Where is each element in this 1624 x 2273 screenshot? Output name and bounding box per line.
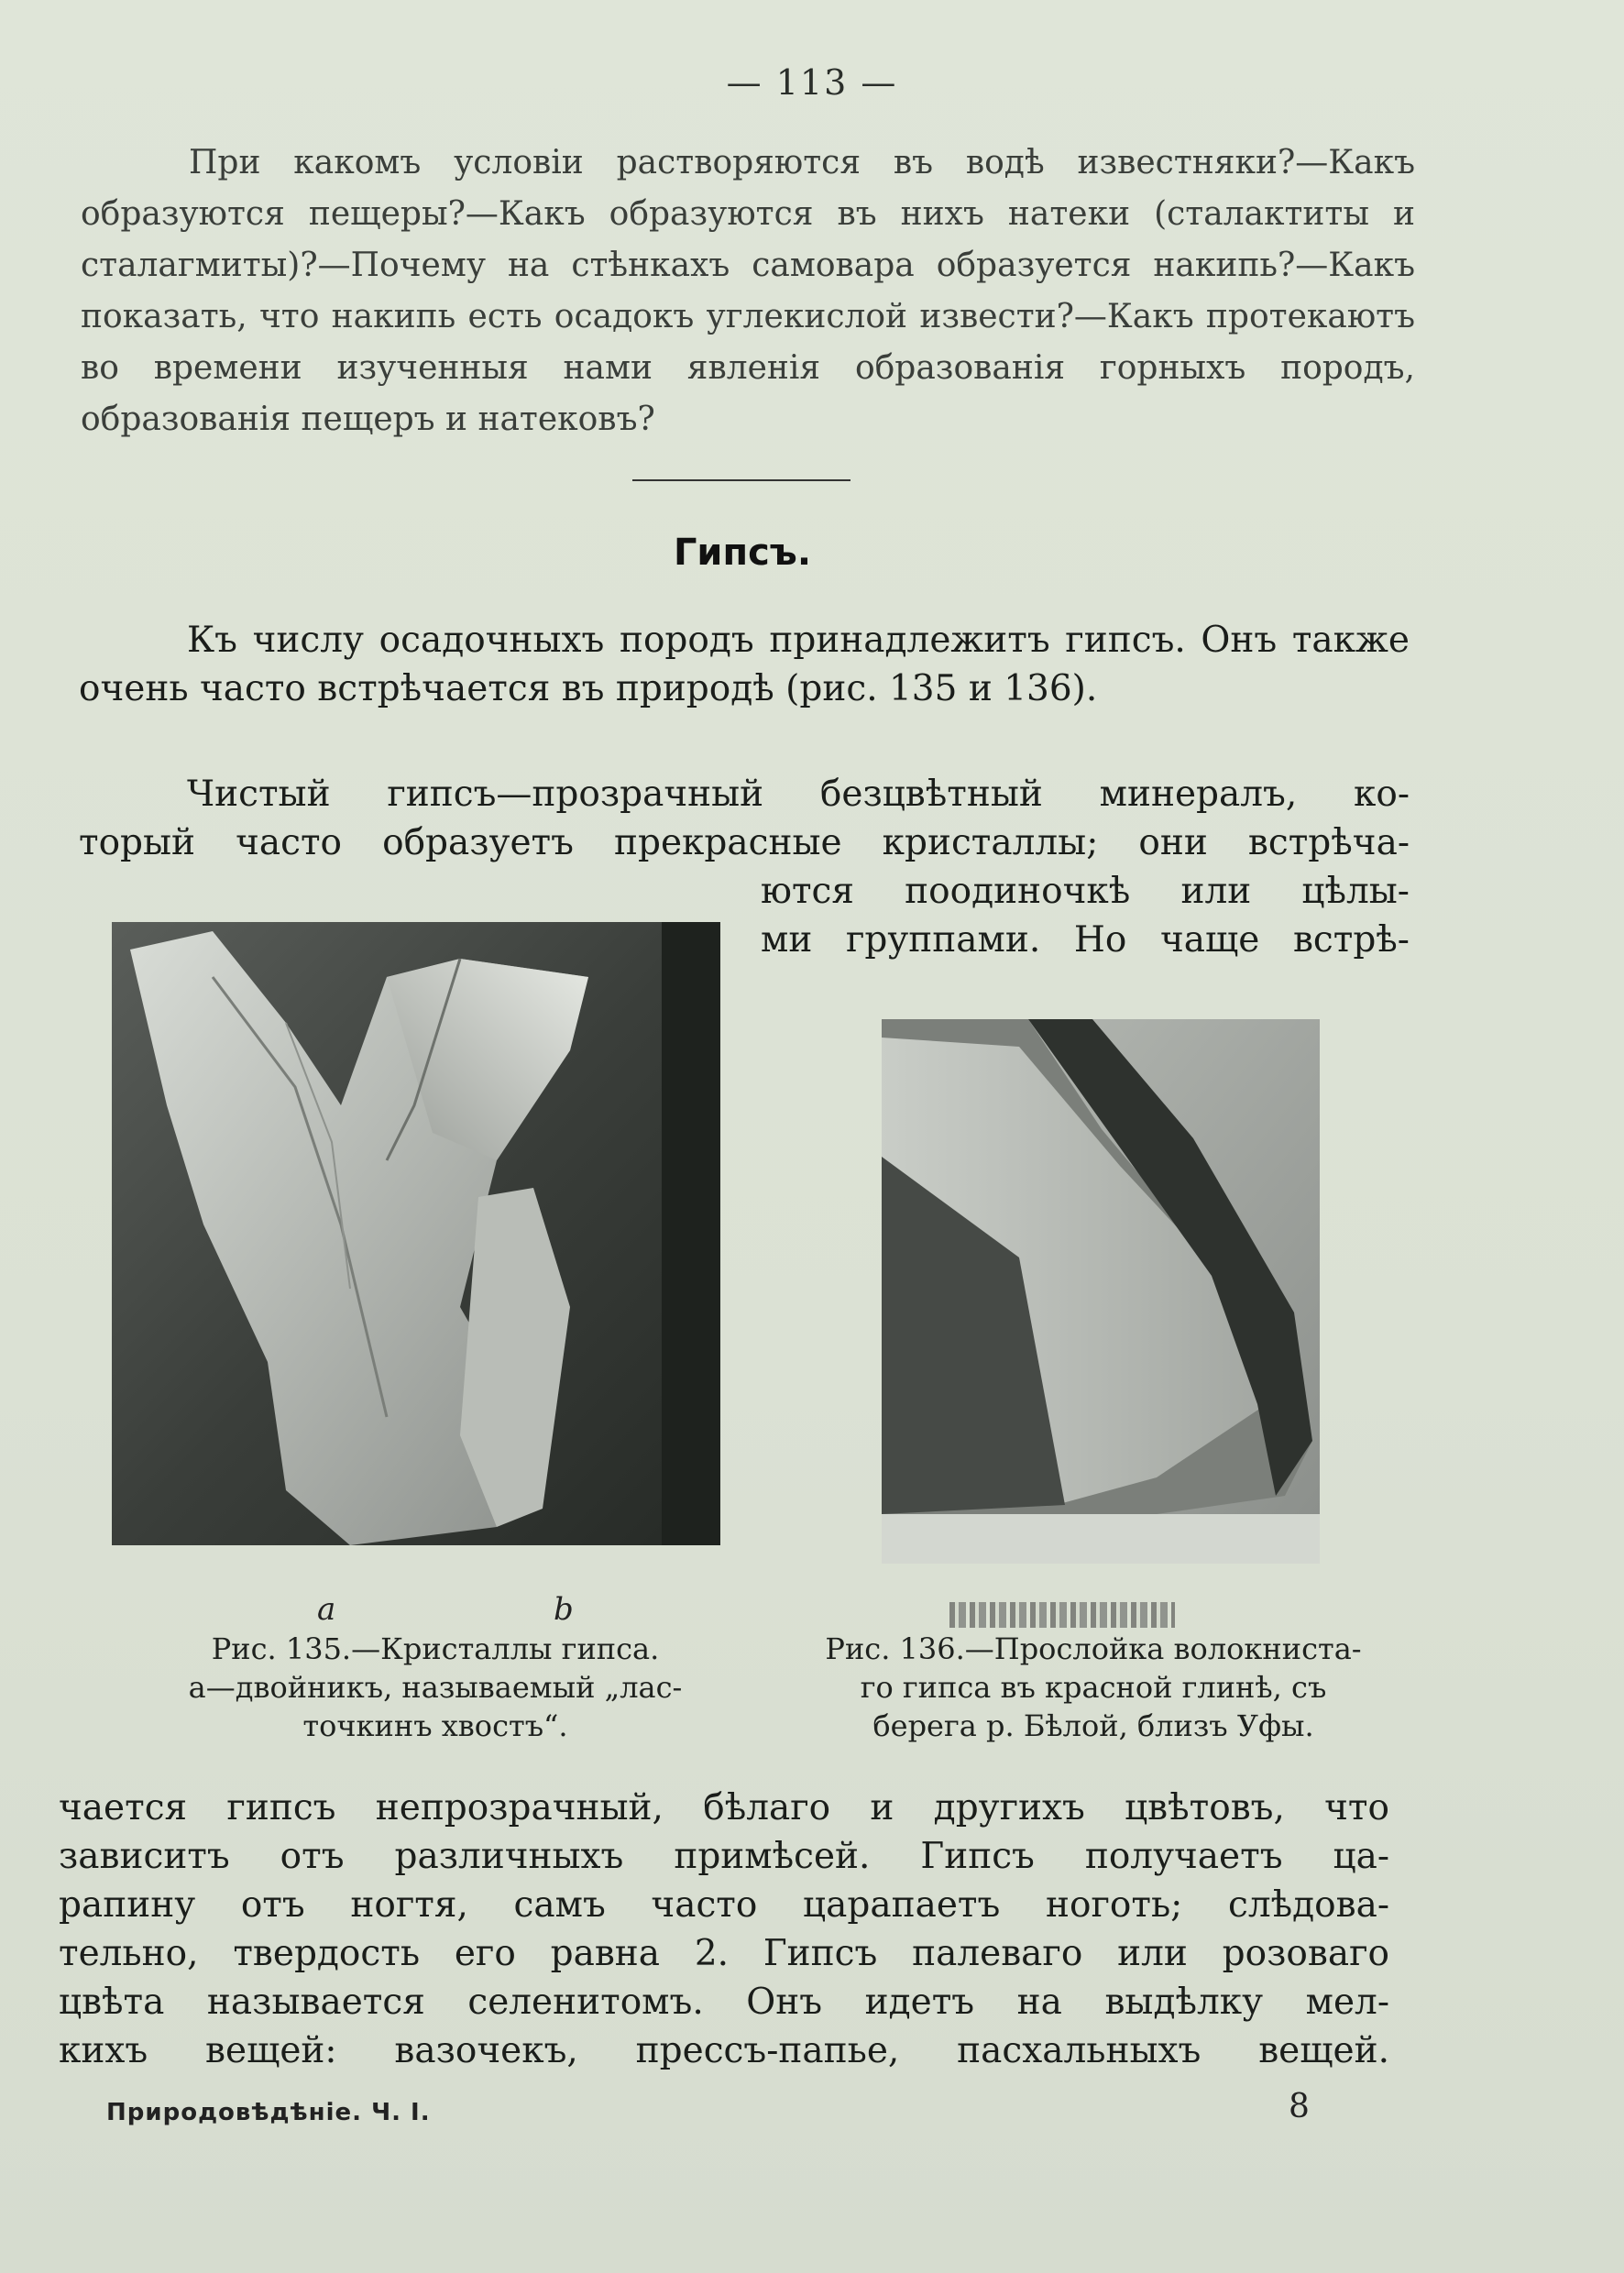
gypsum-crystal-photo bbox=[112, 922, 720, 1545]
footer-signature-mark: 8 bbox=[1289, 2088, 1310, 2125]
figure-135-gypsum-crystals bbox=[112, 922, 720, 1545]
text-line: торый часто образуетъ прекрасные кристаллы; они встрѣча- bbox=[79, 822, 1410, 863]
caption-line: точкинъ хвостъ“. bbox=[302, 1708, 568, 1743]
caption-line: Рис. 136.—Прослойка волокниста- bbox=[825, 1631, 1362, 1666]
review-questions: При какомъ условіи растворяются въ водѣ известняки?—Какъ образуются пещеры?—Какъ образуются въ нихъ натеки (сталактиты и сталагмиты)?—Почему на стѣнкахъ самовара образуется накипь?—Какъ показать, что накипь есть осадокъ углекислой извести?—Какъ протекаютъ во времени изученныя нами явленія образованія горныхъ породъ, образованія пещеръ и натековъ? bbox=[81, 144, 1415, 438]
section-divider bbox=[632, 479, 850, 481]
caption-line: Рис. 135.—Кристаллы гипса. bbox=[211, 1631, 660, 1666]
footer-book-title: Природовѣдѣніе. Ч. I. bbox=[106, 2099, 431, 2126]
text-line: цвѣта называется селенитомъ. Онъ идетъ на выдѣлку мел- bbox=[59, 1982, 1389, 2023]
text-line: чается гипсъ непрозрачный, бѣлаго и другихъ цвѣтовъ, что bbox=[59, 1787, 1389, 1828]
section-title: Гипсъ. bbox=[673, 532, 812, 574]
figure-136-fibrous-gypsum bbox=[882, 1019, 1320, 1564]
figure-135-label-a: a bbox=[317, 1591, 336, 1628]
text-line: ми группами. Но чаще встрѣ- bbox=[761, 919, 1410, 961]
text-line: ются поодиночкѣ или цѣлы- bbox=[761, 871, 1410, 912]
paragraph-pure-gypsum bbox=[79, 770, 1410, 867]
fibrous-gypsum-photo bbox=[882, 1019, 1320, 1564]
text-line: тельно, твердость его равна 2. Гипсъ палеваго или розоваго bbox=[59, 1933, 1389, 1974]
text-line: рапину отъ ногтя, самъ часто царапаетъ ноготь; слѣдова- bbox=[59, 1884, 1389, 1926]
figure-135-label-b: b bbox=[554, 1591, 574, 1628]
paragraph-pure-gypsum-continued bbox=[761, 867, 1410, 964]
figure-135-caption bbox=[137, 1630, 733, 1745]
figure-136-caption bbox=[779, 1630, 1408, 1745]
caption-line: а—двойникъ, называемый „лас- bbox=[188, 1670, 683, 1705]
paragraph-gypsum-intro: Къ числу осадочныхъ породъ принадлежитъ гипсъ. Онъ также очень часто встрѣчается въ природѣ (рис. 135 и 136). bbox=[79, 620, 1410, 709]
caption-line: го гипса въ красной глинѣ, съ bbox=[860, 1670, 1327, 1705]
print-smudge bbox=[949, 1602, 1175, 1628]
caption-line: берега р. Бѣлой, близъ Уфы. bbox=[872, 1708, 1314, 1743]
text-line: Чистый гипсъ—прозрачный безцвѣтный минералъ, ко- bbox=[187, 774, 1410, 815]
page-number: — 113 — bbox=[726, 62, 898, 103]
text-line: кихъ вещей: вазочекъ, прессъ-папье, пасхальныхъ вещей. bbox=[59, 2030, 1389, 2071]
text-line: зависитъ отъ различныхъ примѣсей. Гипсъ получаетъ ца- bbox=[59, 1836, 1389, 1877]
paragraph-gypsum-properties bbox=[59, 1784, 1389, 2075]
